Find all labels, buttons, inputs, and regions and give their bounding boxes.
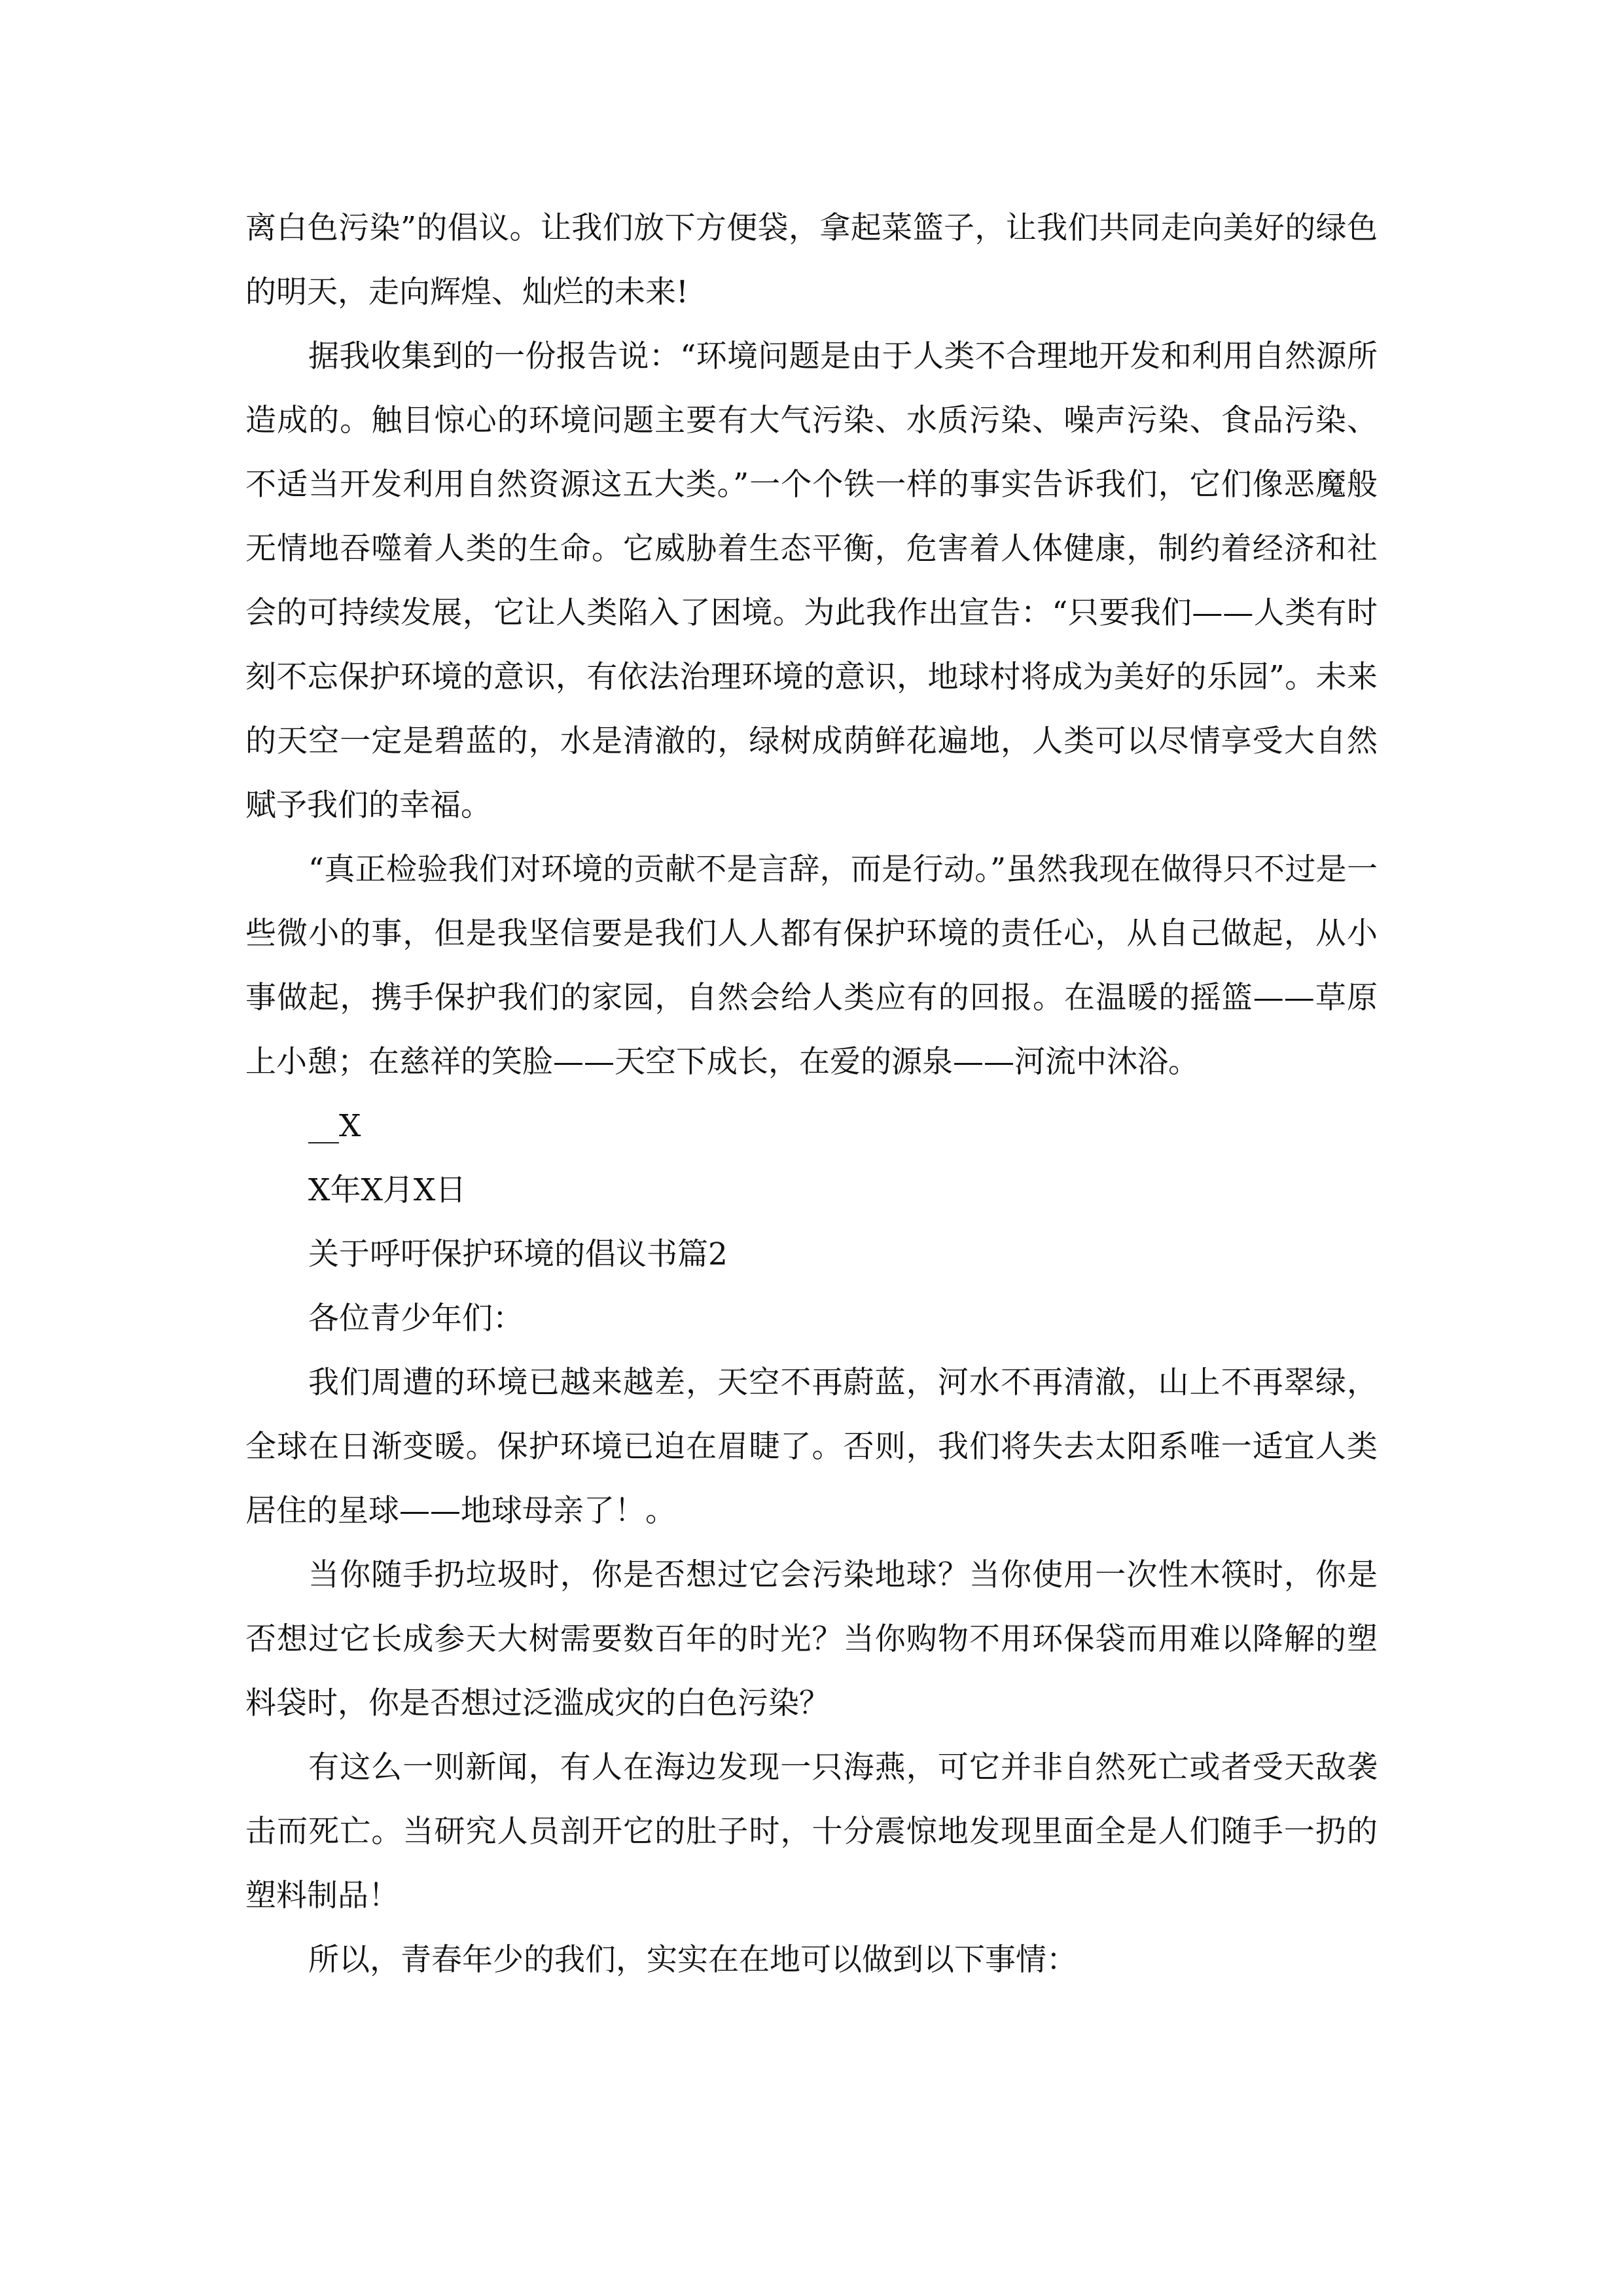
paragraph-environment: 我们周遭的环境已越来越差，天空不再蔚蓝，河水不再清澈，山上不再翠绿，全球在日渐变暖。保护环境已迫在眉睫了。否则，我们将失去太阳系唯一适宜人类居住的星球——地球母亲了！。 <box>245 1365 1378 1529</box>
paragraph-questions: 当你随手扔垃圾时，你是否想过它会污染地球？当你使用一次性木筷时，你是否想过它长成参天大树需要数百年的时光？当你购物不用环保袋而用难以降解的塑料袋时，你是否想过泛滥成灾的白色污染？ <box>245 1557 1378 1721</box>
salutation: 各位青少年们： <box>308 1300 524 1336</box>
paragraph-conclusion: 所以，青春年少的我们，实实在在地可以做到以下事情： <box>308 1942 1077 1978</box>
section-title: 关于呼吁保护环境的倡议书篇2 <box>308 1236 728 1272</box>
signature: __X <box>308 1108 361 1144</box>
paragraph-news: 有这么一则新闻，有人在海边发现一只海燕，可它并非自然死亡或者受天敌袭击而死亡。当研究人员剖开它的肚子时，十分震惊地发现里面全是人们随手一扔的塑料制品！ <box>245 1749 1378 1914</box>
paragraph-report: 据我收集到的一份报告说：“环境问题是由于人类不合理地开发和利用自然源所造成的。触目惊心的环境问题主要有大气污染、水质污染、噪声污染、食品污染、不适当开发利用自然资源这五大类。”一个个铁一样的事实告诉我们，它们像恶魔般无情地吞噬着人类的生命。它威胁着生态平衡，危害着人体健康，制约着经济和社会的可持续发展，它让人类陷入了困境。为此我作出宣告：“只要我们——人类有时刻不忘保护环境的意识，有依法治理环境的意识，地球村将成为美好的乐园”。未来的天空一定是碧蓝的，水是清澈的，绿树成荫鲜花遍地，人类可以尽情享受大自然赋予我们的幸福。 <box>245 338 1378 823</box>
document-page <box>245 196 1378 1992</box>
paragraph-action: “真正检验我们对环境的贡献不是言辞，而是行动。”虽然我现在做得只不过是一些微小的事，但是我坚信要是我们人人都有保护环境的责任心，从自己做起，从小事做起，携手保护我们的家园，自然会给人类应有的回报。在温暖的摇篮——草原上小憩；在慈祥的笑脸——天空下成长，在爱的源泉——河流中沐浴。 <box>245 852 1378 1080</box>
date-line: X年X月X日 <box>308 1172 467 1208</box>
paragraph-continuation: 离白色污染”的倡议。让我们放下方便袋，拿起菜篮子，让我们共同走向美好的绿色的明天，走向辉煌、灿烂的未来! <box>245 210 1378 310</box>
